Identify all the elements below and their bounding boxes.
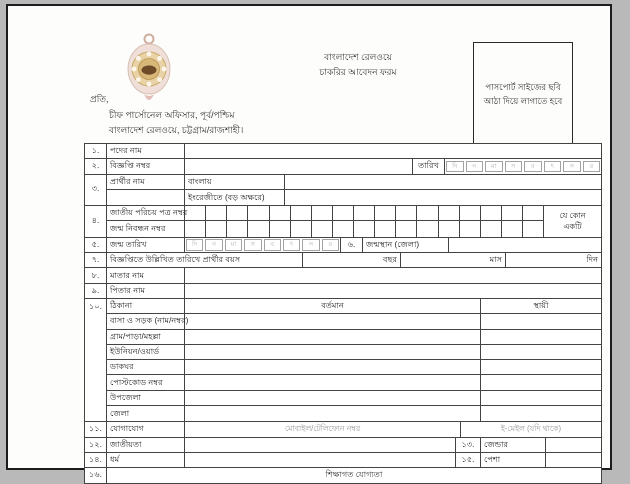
- present-address-header: বর্তমান: [185, 299, 481, 313]
- religion-label: ধর্ম: [107, 453, 185, 467]
- row-age: [85, 253, 601, 268]
- row-contact: [85, 422, 601, 437]
- nid-digit-cells[interactable]: [185, 206, 544, 220]
- house-road-label: বাসা ও সড়ক (নাম/নম্বর): [107, 314, 185, 328]
- addressee-line2: বাংলাদেশ রেলওয়ে, চট্টগ্রাম/রাজশাহী।: [109, 125, 244, 135]
- notification-number-field[interactable]: [185, 159, 413, 173]
- postcode-permanent-field[interactable]: [481, 375, 601, 389]
- post-office-present-field[interactable]: [185, 360, 481, 374]
- district-label: জেলা: [107, 406, 185, 421]
- contact-label: যোগাযোগ: [107, 422, 185, 436]
- village-label: গ্রাম/পাড়া/মহল্লা: [107, 330, 185, 344]
- application-form-page: [6, 4, 612, 480]
- union-ward-present-field[interactable]: [185, 345, 481, 359]
- row-id-numbers: [85, 206, 601, 238]
- empty-label-cell: [107, 190, 185, 205]
- date-cell[interactable]: স: [302, 239, 319, 250]
- age-days-field[interactable]: দিন: [586, 255, 598, 265]
- postcode-present-field[interactable]: [185, 375, 481, 389]
- mother-name-field[interactable]: [185, 268, 601, 282]
- candidate-name-bangla-row: [107, 175, 601, 190]
- row-number: ১২.: [85, 438, 107, 452]
- row-number: ৩.: [85, 175, 107, 206]
- bangla-sublabel: বাংলায়: [185, 175, 285, 189]
- row-candidate-name: [85, 175, 601, 207]
- row-father-name: [85, 284, 601, 299]
- nid-label: জাতীয় পরিচয় পত্র নম্বর: [107, 206, 185, 220]
- row-number: ৪.: [85, 206, 107, 237]
- row-number: ১০.: [85, 299, 107, 421]
- profession-field[interactable]: [546, 453, 601, 467]
- village-permanent-field[interactable]: [481, 330, 601, 344]
- age-years-field[interactable]: বছর: [303, 253, 401, 267]
- birth-date-boxes[interactable]: [185, 238, 341, 252]
- row-number: ১৩.: [456, 438, 481, 452]
- row-number: ১১.: [85, 422, 107, 436]
- date-cell[interactable]: ন: [205, 239, 222, 250]
- district-permanent-field[interactable]: [481, 406, 601, 421]
- address-header-row: [107, 299, 601, 314]
- bangladesh-railway-logo-icon: [126, 32, 172, 106]
- note-line2: একটি: [563, 222, 582, 232]
- upazila-permanent-field[interactable]: [481, 391, 601, 405]
- row-mother-name: [85, 268, 601, 283]
- nid-row: [107, 206, 544, 221]
- date-label: তারিখ: [413, 159, 445, 173]
- candidate-name-english-row: [107, 190, 601, 205]
- nationality-field[interactable]: [185, 438, 456, 452]
- english-sublabel: ইংরেজীতে (বড় অক্ষরে): [185, 190, 285, 205]
- house-road-permanent-field[interactable]: [481, 314, 601, 328]
- age-label: বিজ্ঞপ্তিতে উল্লিখিত তারিখে প্রার্থীর বয়স: [107, 253, 303, 267]
- row-number: ১৬.: [85, 468, 107, 482]
- row-number: ১৪.: [85, 453, 107, 467]
- education-section-label: শিক্ষাগত যোগ্যতা: [325, 470, 383, 480]
- birth-date-label: জন্ম তারিখ: [107, 238, 185, 252]
- date-cell[interactable]: ৎ: [283, 239, 300, 250]
- address-district-row: [107, 406, 601, 421]
- date-cell[interactable]: মা: [225, 239, 242, 250]
- post-office-permanent-field[interactable]: [481, 360, 601, 374]
- date-cell[interactable]: স: [505, 161, 523, 172]
- date-cell[interactable]: দি: [186, 239, 203, 250]
- post-office-label: ডাকঘর: [107, 360, 185, 374]
- religion-field[interactable]: [185, 453, 456, 467]
- email-field[interactable]: ই-মেইল (যদি থাকে): [500, 424, 562, 434]
- district-present-field[interactable]: [185, 406, 481, 421]
- union-ward-permanent-field[interactable]: [481, 345, 601, 359]
- row-post-name: [85, 144, 601, 159]
- mobile-telephone-field[interactable]: মোবাইল/টেলিফোন নম্বর: [185, 422, 461, 436]
- birth-registration-row: [107, 221, 544, 236]
- father-name-field[interactable]: [185, 284, 601, 298]
- row-number: ১৫.: [456, 453, 481, 467]
- date-cell[interactable]: মা: [485, 161, 503, 172]
- org-name: বাংলাদেশ রেলওয়ে: [324, 52, 392, 62]
- photo-instruction-line1: পাসপোর্ট সাইজের ছবি: [485, 81, 561, 92]
- gender-label: জেন্ডার: [481, 438, 546, 452]
- form-title: [248, 50, 468, 80]
- note-line1: যে কোন: [559, 211, 586, 221]
- village-present-field[interactable]: [185, 330, 481, 344]
- photo-attach-box: [473, 42, 573, 145]
- permanent-address-header: স্থায়ী: [533, 301, 549, 311]
- date-cell[interactable]: ৎ: [544, 161, 562, 172]
- postcode-label: পোস্টকোড নম্বর: [107, 375, 185, 389]
- row-number: ৬.: [341, 238, 363, 252]
- date-cell[interactable]: ব: [524, 161, 542, 172]
- post-name-field[interactable]: [185, 144, 601, 158]
- row-notification-number: [85, 159, 601, 174]
- application-form-table: [84, 143, 602, 484]
- age-months-field[interactable]: মাস: [401, 253, 506, 267]
- mother-name-label: মাতার নাম: [107, 268, 185, 282]
- birth-registration-digit-cells[interactable]: [185, 221, 544, 236]
- row-number: ৮.: [85, 268, 107, 282]
- addressee-line1: চীফ পার্সোনেল অফিসার, পূর্ব/পশ্চিম: [109, 110, 235, 120]
- row-number: ৭.: [85, 253, 107, 267]
- nationality-label: জাতীয়তা: [107, 438, 185, 452]
- row-number: ৫.: [85, 238, 107, 252]
- any-one-note: [544, 206, 601, 237]
- form-name: চাকরির আবেদন ফরম: [319, 67, 397, 77]
- date-cell[interactable]: স: [244, 239, 261, 250]
- date-cell[interactable]: র: [583, 161, 601, 172]
- address-postcode-row: [107, 375, 601, 390]
- father-name-label: পিতার নাম: [107, 284, 185, 298]
- upazila-present-field[interactable]: [185, 391, 481, 405]
- address-house-road-row: [107, 314, 601, 329]
- address-post-office-row: [107, 360, 601, 375]
- date-cell[interactable]: ব: [264, 239, 281, 250]
- row-education-cut: [85, 468, 601, 483]
- date-cell[interactable]: স: [563, 161, 581, 172]
- birth-registration-label: জন্ম নিবন্ধন নম্বর: [107, 221, 185, 236]
- date-cell[interactable]: ন: [466, 161, 484, 172]
- union-ward-label: ইউনিয়ন/ওয়ার্ড: [107, 345, 185, 359]
- salutation: প্রতি,: [90, 94, 109, 104]
- date-cell[interactable]: র: [322, 239, 339, 250]
- row-number: ১.: [85, 144, 107, 158]
- address-label: ঠিকানা: [107, 299, 185, 313]
- house-road-present-field[interactable]: [185, 314, 481, 328]
- address-union-ward-row: [107, 345, 601, 360]
- row-nationality-gender: [85, 438, 601, 453]
- candidate-name-label: প্রার্থীর নাম: [107, 175, 185, 189]
- notification-date-boxes[interactable]: [445, 159, 601, 173]
- birthplace-label: জন্মস্থান (জেলা): [363, 238, 449, 252]
- gender-field[interactable]: [546, 438, 601, 452]
- row-address-block: [85, 299, 601, 422]
- notification-number-label: বিজ্ঞপ্তি নম্বর: [107, 159, 185, 173]
- row-birth-date-place: [85, 238, 601, 253]
- profession-label: পেশা: [481, 453, 546, 467]
- photo-instruction-line2: আঠা দিয়ে লাগাতে হবে: [483, 95, 563, 106]
- post-name-label: পদের নাম: [107, 144, 185, 158]
- birthplace-field[interactable]: [449, 238, 601, 252]
- row-number: ৯.: [85, 284, 107, 298]
- address-upazila-row: [107, 391, 601, 406]
- row-number: ২.: [85, 159, 107, 173]
- candidate-name-english-field[interactable]: [285, 190, 601, 205]
- address-village-row: [107, 330, 601, 345]
- candidate-name-bangla-field[interactable]: [285, 175, 601, 189]
- row-religion-profession: [85, 453, 601, 468]
- date-cell[interactable]: দি: [446, 161, 464, 172]
- upazila-label: উপজেলা: [107, 391, 185, 405]
